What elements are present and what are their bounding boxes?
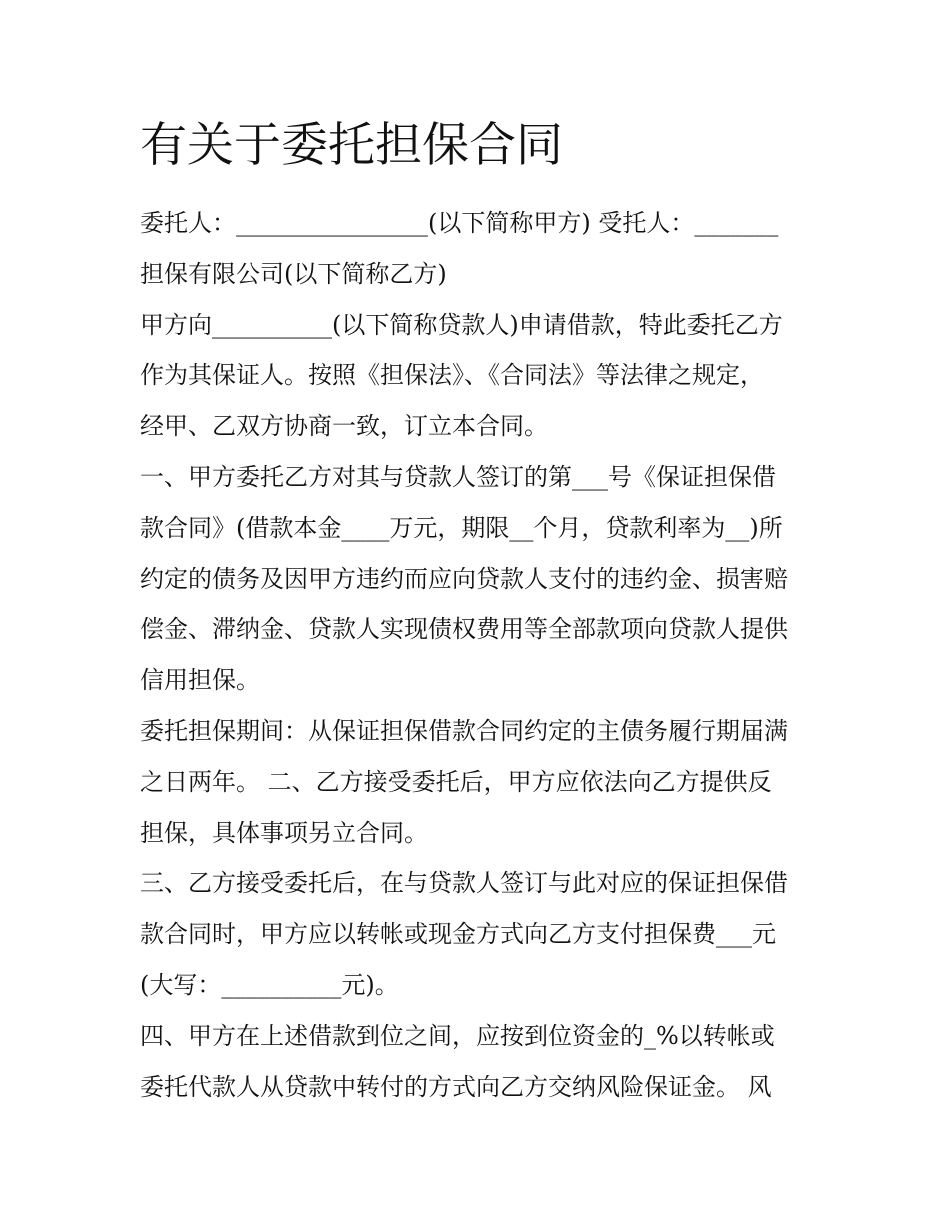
body-line: 委托担保期间：从保证担保借款合同约定的主债务履行期届满 bbox=[140, 716, 788, 745]
body-line: 四、甲方在上述借款到位之间，应按到位资金的_%以转帐或 bbox=[140, 1021, 775, 1050]
document-title: 有关于委托担保合同 bbox=[140, 118, 563, 173]
body-line: 之日两年。 二、乙方接受委托后，甲方应依法向乙方提供反 bbox=[140, 767, 772, 796]
body-line: 担保，具体事项另立合同。 bbox=[140, 818, 428, 847]
body-line: 三、乙方接受委托后，在与贷款人签订与此对应的保证担保借 bbox=[140, 869, 788, 898]
body-line: 款合同时，甲方应以转帐或现金方式向乙方支付担保费___元 bbox=[140, 920, 776, 949]
body-line: 委托人：________________(以下简称甲方) 受托人：_______ bbox=[140, 209, 779, 237]
body-line: 信用担保。 bbox=[140, 666, 260, 695]
body-line: 偿金、滞纳金、贷款人实现债权费用等全部款项向贷款人提供 bbox=[140, 615, 788, 644]
body-line: 约定的债务及因甲方违约而应向贷款人支付的违约金、损害赔 bbox=[140, 564, 788, 593]
body-line: 担保有限公司(以下简称乙方) bbox=[140, 259, 447, 288]
body-line: 经甲、乙双方协商一致，订立本合同。 bbox=[140, 412, 548, 441]
body-line: (大写：__________元)。 bbox=[140, 970, 399, 999]
body-line: 作为其保证人。按照《担保法》、《合同法》等法律之规定， bbox=[140, 361, 764, 390]
body-line: 甲方向__________(以下简称贷款人)申请借款，特此委托乙方 bbox=[140, 310, 783, 339]
body-line: 委托代款人从贷款中转付的方式向乙方交纳风险保证金。 风 bbox=[140, 1072, 772, 1101]
document-body bbox=[140, 198, 820, 1112]
body-line: 款合同》(借款本金____万元，期限__个月，贷款利率为__)所 bbox=[140, 513, 783, 542]
body-line: 一、甲方委托乙方对其与贷款人签订的第___号《保证担保借 bbox=[140, 462, 776, 491]
